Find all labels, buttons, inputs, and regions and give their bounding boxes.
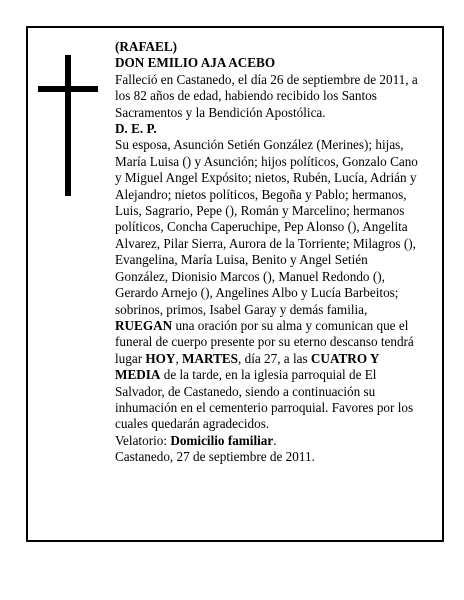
wake-label: Velatorio: <box>115 432 171 448</box>
date-line: Castanedo, 27 de septiembre de 2011. <box>115 449 315 465</box>
obituary-text <box>115 39 421 466</box>
cross-horizontal-bar <box>38 86 98 92</box>
martes-word: MARTES <box>182 350 239 366</box>
wake-line <box>115 433 421 449</box>
funeral-hour: CUATRO Y MEDIA <box>115 350 379 383</box>
deceased-name: DON EMILIO AJA ACEBO <box>115 55 276 71</box>
request-text-3: de la tarde, en la iglesia parroquial de El Salvador, de Castanedo, siendo a continuación su inhumación en el cementerio parroquial. Favores por los cuales quedarán agradecidos. <box>115 367 414 432</box>
request-text-2: , día 27, a las <box>238 350 311 366</box>
wake-place: Domicilio familiar <box>170 432 274 448</box>
rip-line: D. E. P. <box>115 121 157 137</box>
hoy-word: HOY <box>145 350 176 366</box>
death-announcement: Falleció en Castanedo, el día 26 de septiembre de 2011, a los 82 años de edad, habiendo recibido los Santos Sacramentos y la Bendición Apostólica. <box>115 71 418 120</box>
request-comma: , <box>175 350 183 366</box>
wake-period: . <box>273 432 277 448</box>
ruegan-word: RUEGAN <box>115 317 173 333</box>
deceased-nickname: (RAFAEL) <box>115 39 178 54</box>
family-list: Su esposa, Asunción Setién González (Merines); hijas, María Luisa () y Asunción; hijos políticos, Gonzalo Cano y Miguel Angel Expósito; nietos, Rubén, Lucía, Adrián y Alejandro; nietos políticos, Begoña y Pablo; hermanos, Luis, Sagrario, Pepe (), Román y Marcelino; hermanos políticos, Concha Caperuchipe, Pep Alonso (), Angelita Alvarez, Pilar Sierra, Aurora de la Torriente; Milagros (), Evangelina, María Luisa, Benito y Angel Setién González, Dionisio Marcos (), Manuel Redondo (), Gerardo Arnejo (), Angelines Albo y Lucía Barbeitos; sobrinos, primos, Isabel Garay y demás familia, <box>115 137 418 317</box>
cross-vertical-bar <box>65 55 71 196</box>
funeral-request <box>115 318 421 433</box>
request-text-1: una oración por su alma y comunican que el funeral de cuerpo presente por su eterno descanso tendrá lugar <box>115 317 414 366</box>
